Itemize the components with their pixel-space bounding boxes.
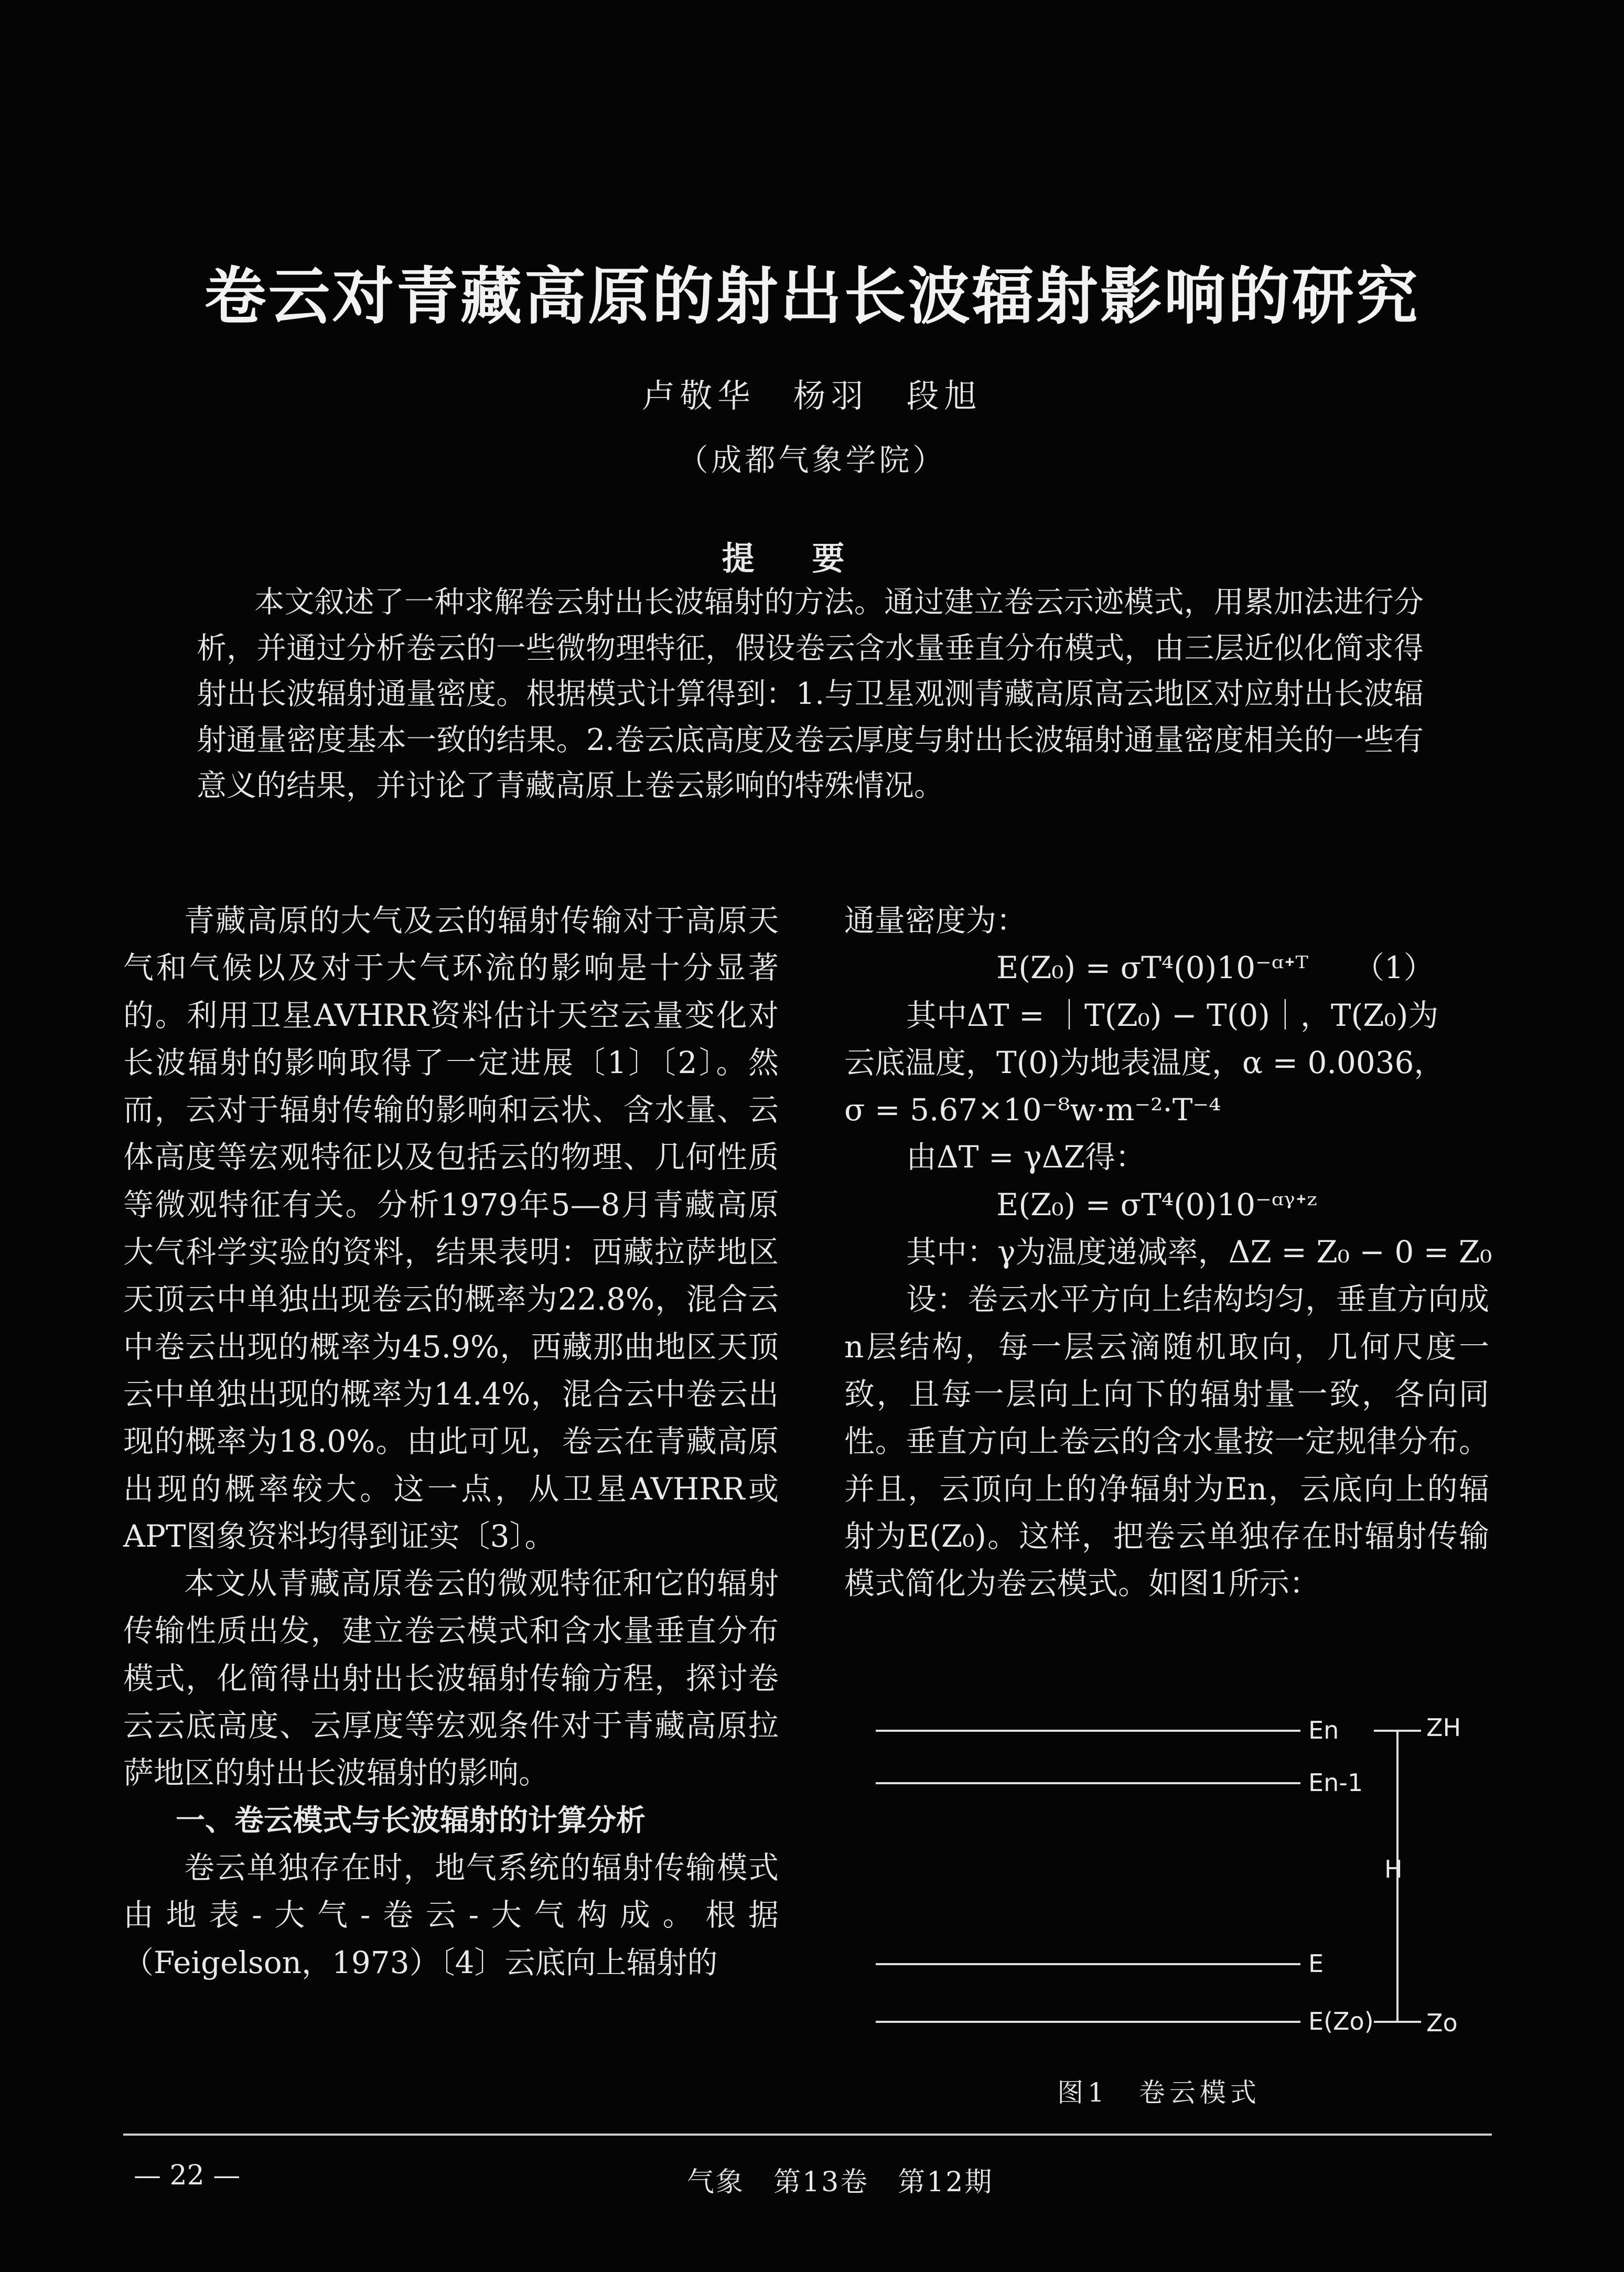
label-e: E bbox=[1308, 1949, 1324, 1978]
assumption-paragraph: 设：卷云水平方向上结构均匀，垂直方向成n层结构，每一层云滴随机取向，几何尺度一致，且每一层向上向下的辐射量一致，各向同性。垂直方向上卷云的含水量按一定规律分布。并且，云顶向上的净辐射为En，云底向上的辐射为E(Z₀)。这样，把卷云单独存在时辐射传输模式简化为卷云模式。如图1所示： bbox=[844, 1281, 1489, 1602]
page-number: — 22 — bbox=[134, 2160, 241, 2191]
equation-1: E(Z₀) = σT⁴(0)10⁻ᵅᐩᵀ （1） bbox=[996, 950, 1434, 986]
purpose-paragraph: 本文从青藏高原卷云的微观特征和它的辐射传输性质出发，建立卷云模式和含水量垂直分布模式，化简得出射出长波辐射传输方程，探讨卷云云底高度、云厚度等宏观条件对于青藏高原拉萨地区的射出长波辐射的影响。 bbox=[123, 1566, 779, 1791]
label-zh: ZH bbox=[1426, 1713, 1461, 1742]
model-paragraph: 卷云单独存在时，地气系统的辐射传输模式由地表-大气-卷云-大气构成。根据（Feigelson，1973）〔4〕云底向上辐射的 bbox=[123, 1849, 779, 1980]
label-en-1: En-1 bbox=[1308, 1769, 1363, 1797]
cirrus-model-figure bbox=[870, 1712, 1500, 2069]
label-zo: Zo bbox=[1426, 2009, 1458, 2037]
label-ezo: E(Zo) bbox=[1308, 2007, 1374, 2035]
left-column bbox=[123, 897, 779, 1986]
constants-line: 云底温度，T(0)为地表温度，α = 0.0036， bbox=[844, 1044, 1445, 1080]
abstract-text bbox=[197, 580, 1424, 809]
gamma-definition: 其中：γ为温度递减率，ΔZ = Z₀ − 0 = Z₀ bbox=[906, 1234, 1492, 1270]
section-heading: 一、卷云模式与长波辐射的计算分析 bbox=[176, 1803, 646, 1838]
sigma-line: σ = 5.67×10⁻⁸w·m⁻²·T⁻⁴ bbox=[844, 1092, 1221, 1128]
footer-divider bbox=[123, 2134, 1492, 2136]
right-column bbox=[844, 897, 1492, 1607]
substitution-line: 由ΔT = γΔZ得： bbox=[906, 1139, 1146, 1175]
label-h: H bbox=[1384, 1855, 1403, 1883]
label-en: En bbox=[1308, 1716, 1339, 1744]
abstract-heading: 提要 bbox=[722, 539, 902, 577]
journal-info: 气象 第13卷 第12期 bbox=[687, 2167, 994, 2198]
equation-2: E(Z₀) = σT⁴(0)10⁻ᵅᵞᐩᶻ bbox=[996, 1186, 1317, 1223]
paper-title: 卷云对青藏高原的射出长波辐射影响的研究 bbox=[204, 260, 1420, 333]
flux-intro: 通量密度为： bbox=[844, 903, 1027, 938]
authors: 卢敬华 杨羽 段旭 bbox=[642, 377, 982, 415]
affiliation: （成都气象学院） bbox=[677, 442, 947, 478]
delta-t-definition: 其中ΔT = ｜T(Z₀) − T(0)｜，T(Z₀)为 bbox=[906, 997, 1439, 1033]
intro-paragraph: 青藏高原的大气及云的辐射传输对于高原天气和气候以及对于大气环流的影响是十分显著的。利用卫星AVHRR资料估计天空云量变化对长波辐射的影响取得了一定进展〔1〕〔2〕。然而，云对于辐射传输的影响和云状、含水量、云体高度等宏观特征以及包括云的物理、几何性质等微观特征有关。分析1979年5—8月青藏高原大气科学实验的资料，结果表明：西藏拉萨地区天顶云中单独出现卷云的概率为22.8%，混合云中卷云出现的概率为45.9%，西藏那曲地区天顶云中单独出现的概率为14.4%，混合云中卷云出现的概率为18.0%。由此可见，卷云在青藏高原出现的概率较大。这一点，从卫星AVHRR或APT图象资料均得到证实〔3〕。 bbox=[123, 903, 779, 1554]
figure-caption: 图1 卷云模式 bbox=[1057, 2077, 1261, 2108]
abstract-body: 本文叙述了一种求解卷云射出长波辐射的方法。通过建立卷云示迹模式，用累加法进行分析，并通过分析卷云的一些微物理特征，假设卷云含水量垂直分布模式，由三层近似化简求得射出长波辐射通量密度。根据模式计算得到：1.与卫星观测青藏高原高云地区对应射出长波辐射通量密度基本一致的结果。2.卷云底高度及卷云厚度与射出长波辐射通量密度相关的一些有意义的结果，并讨论了青藏高原上卷云影响的特殊情况。 bbox=[197, 585, 1424, 803]
